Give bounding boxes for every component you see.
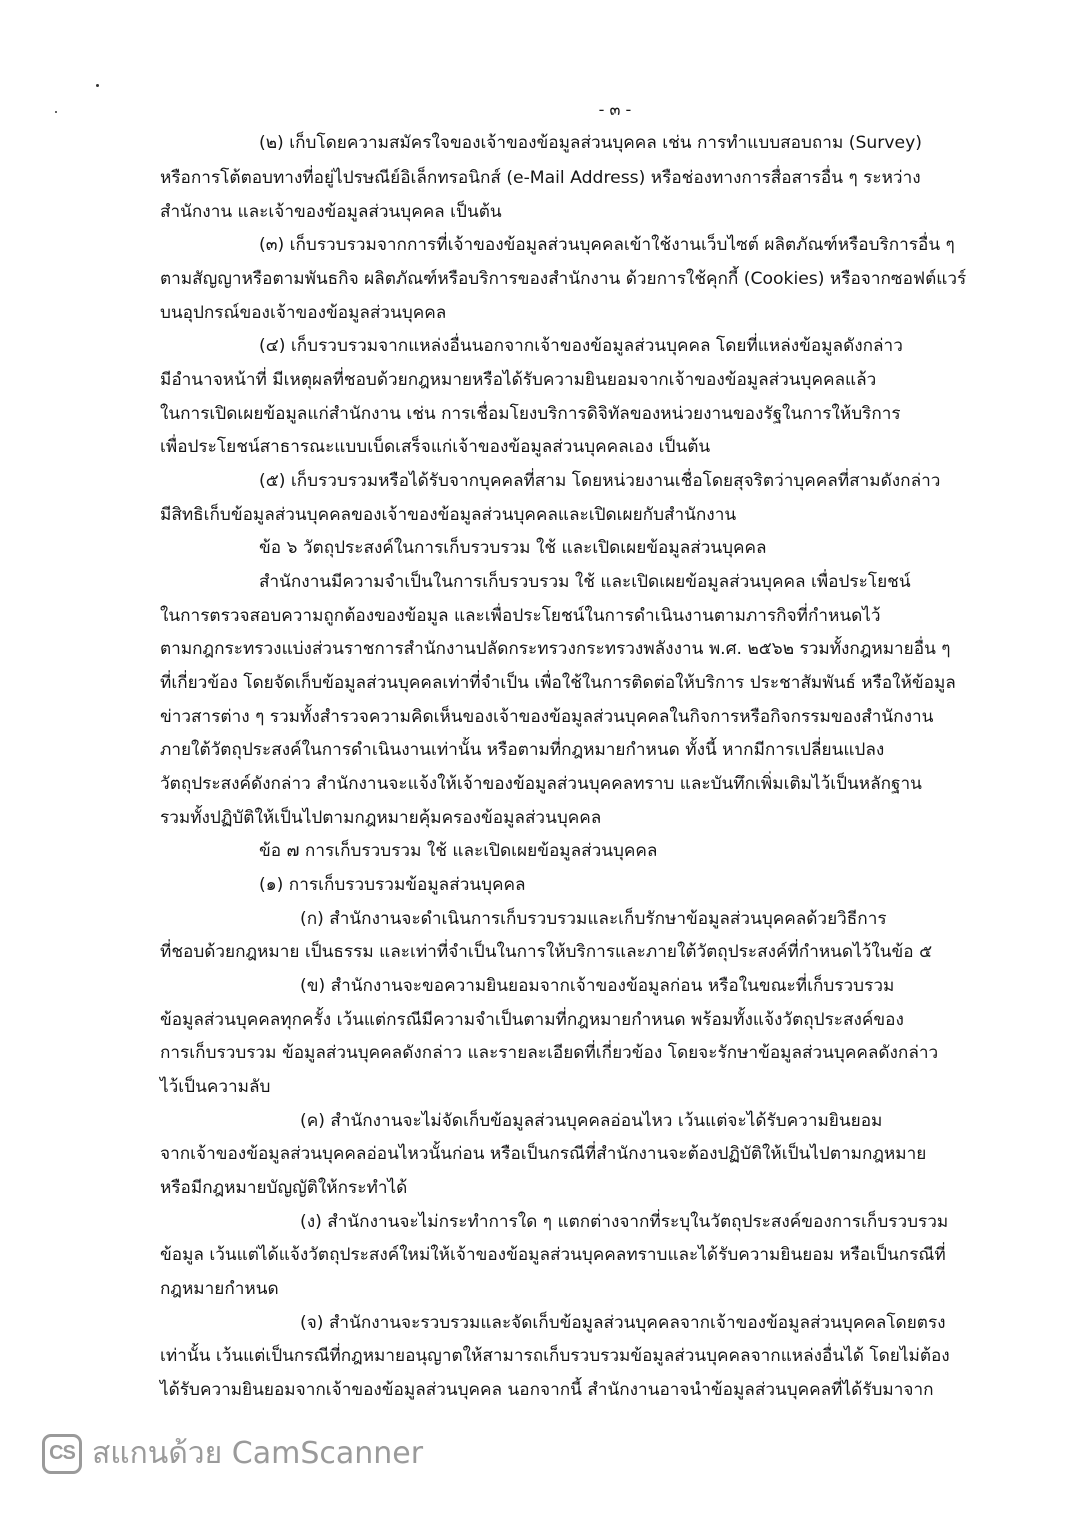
page-number: - ๓ -	[598, 100, 632, 119]
text-line: ที่ชอบด้วยกฎหมาย เป็นธรรม และเท่าที่จำเป็นในการให้บริการและภายใต้วัตถุประสงค์ที่กำหนดไว้ในข้อ ๕	[160, 942, 933, 962]
text-line: ตามสัญญาหรือตามพันธกิจ ผลิตภัณฑ์หรือบริการของสำนักงาน ด้วยการใช้คุกกี้ (Cookies) หรือจากซอฟต์แวร์	[160, 269, 967, 289]
text-line: ภายใต้วัตถุประสงค์ในการดำเนินงานเท่านั้น หรือตามที่กฎหมายกำหนด ทั้งนี้ หากมีการเปลี่ยนแปลง	[160, 740, 885, 760]
text-line: (ข) สำนักงานจะขอความยินยอมจากเจ้าของข้อมูลก่อน หรือในขณะที่เก็บรวบรวม	[300, 976, 895, 996]
text-line: เพื่อประโยชน์สาธารณะแบบเบ็ดเสร็จแก่เจ้าของข้อมูลส่วนบุคคลเอง เป็นต้น	[160, 437, 711, 457]
text-line: หรือการโต้ตอบทางที่อยู่ไปรษณีย์อิเล็กทรอนิกส์ (e-Mail Address) หรือช่องทางการสื่อสารอื่น ๆ ระหว่าง	[160, 168, 921, 188]
section-heading: ข้อ ๖ วัตถุประสงค์ในการเก็บรวบรวม ใช้ และเปิดเผยข้อมูลส่วนบุคคล	[259, 538, 767, 558]
camscanner-watermark	[42, 1430, 423, 1477]
text-line: ได้รับความยินยอมจากเจ้าของข้อมูลส่วนบุคคล นอกจากนี้ สำนักงานอาจนำข้อมูลส่วนบุคคลที่ได้รับมาจาก	[160, 1380, 934, 1400]
text-line: การเก็บรวบรวม ข้อมูลส่วนบุคคลดังกล่าว และรายละเอียดที่เกี่ยวข้อง โดยจะรักษาข้อมูลส่วนบุคคลดังกล่าว	[160, 1043, 939, 1063]
text-line: ข้อมูล เว้นแต่ได้แจ้งวัตถุประสงค์ใหม่ให้เจ้าของข้อมูลส่วนบุคคลทราบและได้รับความยินยอม หรือเป็นกรณีที่	[160, 1245, 946, 1265]
text-line: กฎหมายกำหนด	[160, 1279, 279, 1299]
text-line: ที่เกี่ยวข้อง โดยจัดเก็บข้อมูลส่วนบุคคลเท่าที่จำเป็น เพื่อใช้ในการติดต่อให้บริการ ประชาสัมพันธ์ หรือให้ข้อมูล	[160, 673, 956, 693]
text-line: (จ) สำนักงานจะรวบรวมและจัดเก็บข้อมูลส่วนบุคคลจากเจ้าของข้อมูลส่วนบุคคลโดยตรง	[300, 1313, 946, 1333]
text-line: ในการตรวจสอบความถูกต้องของข้อมูล และเพื่อประโยชน์ในการดำเนินงานตามภารกิจที่กำหนดไว้	[160, 606, 881, 626]
text-line: สำนักงาน และเจ้าของข้อมูลส่วนบุคคล เป็นต้น	[160, 202, 502, 222]
text-line: (ง) สำนักงานจะไม่กระทำการใด ๆ แตกต่างจากที่ระบุในวัตถุประสงค์ของการเก็บรวบรวม	[300, 1212, 949, 1232]
text-line: (๔) เก็บรวบรวมจากแหล่งอื่นนอกจากเจ้าของข้อมูลส่วนบุคคล โดยที่แหล่งข้อมูลดังกล่าว	[259, 336, 903, 356]
text-line: ในการเปิดเผยข้อมูลแก่สำนักงาน เช่น การเชื่อมโยงบริการดิจิทัลของหน่วยงานของรัฐในการให้บริการ	[160, 404, 901, 424]
camscanner-logo-icon: CS	[42, 1434, 82, 1474]
text-line: มีสิทธิเก็บข้อมูลส่วนบุคคลของเจ้าของข้อมูลส่วนบุคคลและเปิดเผยกับสำนักงาน	[160, 505, 737, 525]
text-line: รวมทั้งปฏิบัติให้เป็นไปตามกฎหมายคุ้มครองข้อมูลส่วนบุคคล	[160, 808, 602, 828]
text-line: ไว้เป็นความลับ	[160, 1077, 271, 1097]
text-line: บนอุปกรณ์ของเจ้าของข้อมูลส่วนบุคคล	[160, 303, 447, 323]
text-line: จากเจ้าของข้อมูลส่วนบุคคลอ่อนไหวนั้นก่อน หรือเป็นกรณีที่สำนักงานจะต้องปฏิบัติให้เป็นไปตามกฎหมาย	[160, 1144, 927, 1164]
text-line: สำนักงานมีความจำเป็นในการเก็บรวบรวม ใช้ และเปิดเผยข้อมูลส่วนบุคคล เพื่อประโยชน์	[259, 572, 911, 592]
text-line: ตามกฎกระทรวงแบ่งส่วนราชการสำนักงานปลัดกระทรวงกระทรวงพลังงาน พ.ศ. ๒๕๖๒ รวมทั้งกฎหมายอื่น ๆ	[160, 639, 951, 659]
text-line: ข่าวสารต่าง ๆ รวมทั้งสำรวจความคิดเห็นของเจ้าของข้อมูลส่วนบุคคลในกิจการหรือกิจกรรมของสำนักงาน	[160, 707, 934, 727]
text-line: (ก) สำนักงานจะดำเนินการเก็บรวบรวมและเก็บรักษาข้อมูลส่วนบุคคลด้วยวิธีการ	[300, 909, 887, 929]
text-line: (๑) การเก็บรวบรวมข้อมูลส่วนบุคคล	[259, 875, 526, 895]
watermark-text: สแกนด้วย CamScanner	[92, 1436, 424, 1471]
text-line: (๒) เก็บโดยความสมัครใจของเจ้าของข้อมูลส่วนบุคคล เช่น การทำแบบสอบถาม (Survey)	[259, 133, 922, 153]
text-line: มีอำนาจหน้าที่ มีเหตุผลที่ชอบด้วยกฎหมายหรือได้รับความยินยอมจากเจ้าของข้อมูลส่วนบุคคลแล้ว	[160, 370, 877, 390]
text-line: ข้อมูลส่วนบุคคลทุกครั้ง เว้นแต่กรณีมีความจำเป็นตามที่กฎหมายกำหนด พร้อมทั้งแจ้งวัตถุประสงค์ของ	[160, 1010, 904, 1030]
text-line: เท่านั้น เว้นแต่เป็นกรณีที่กฎหมายอนุญาตให้สามารถเก็บรวบรวมข้อมูลส่วนบุคคลจากแหล่งอื่นได้ โดยไม่ต้อง	[160, 1346, 950, 1366]
scan-speck	[96, 84, 99, 87]
text-line: หรือมีกฎหมายบัญญัติให้กระทำได้	[160, 1178, 408, 1198]
section-heading: ข้อ ๗ การเก็บรวบรวม ใช้ และเปิดเผยข้อมูลส่วนบุคคล	[259, 841, 658, 861]
text-line: (๕) เก็บรวบรวมหรือได้รับจากบุคคลที่สาม โดยหน่วยงานเชื่อโดยสุจริตว่าบุคคลที่สามดังกล่าว	[259, 471, 941, 491]
text-line: (๓) เก็บรวบรวมจากการที่เจ้าของข้อมูลส่วนบุคคลเข้าใช้งานเว็บไซต์ ผลิตภัณฑ์หรือบริการอื่น ๆ	[259, 235, 955, 255]
text-line: วัตถุประสงค์ดังกล่าว สำนักงานจะแจ้งให้เจ้าของข้อมูลส่วนบุคคลทราบ และบันทึกเพิ่มเติมไว้เป็นหลักฐาน	[160, 774, 922, 794]
text-line: (ค) สำนักงานจะไม่จัดเก็บข้อมูลส่วนบุคคลอ่อนไหว เว้นแต่จะได้รับความยินยอม	[300, 1111, 883, 1131]
